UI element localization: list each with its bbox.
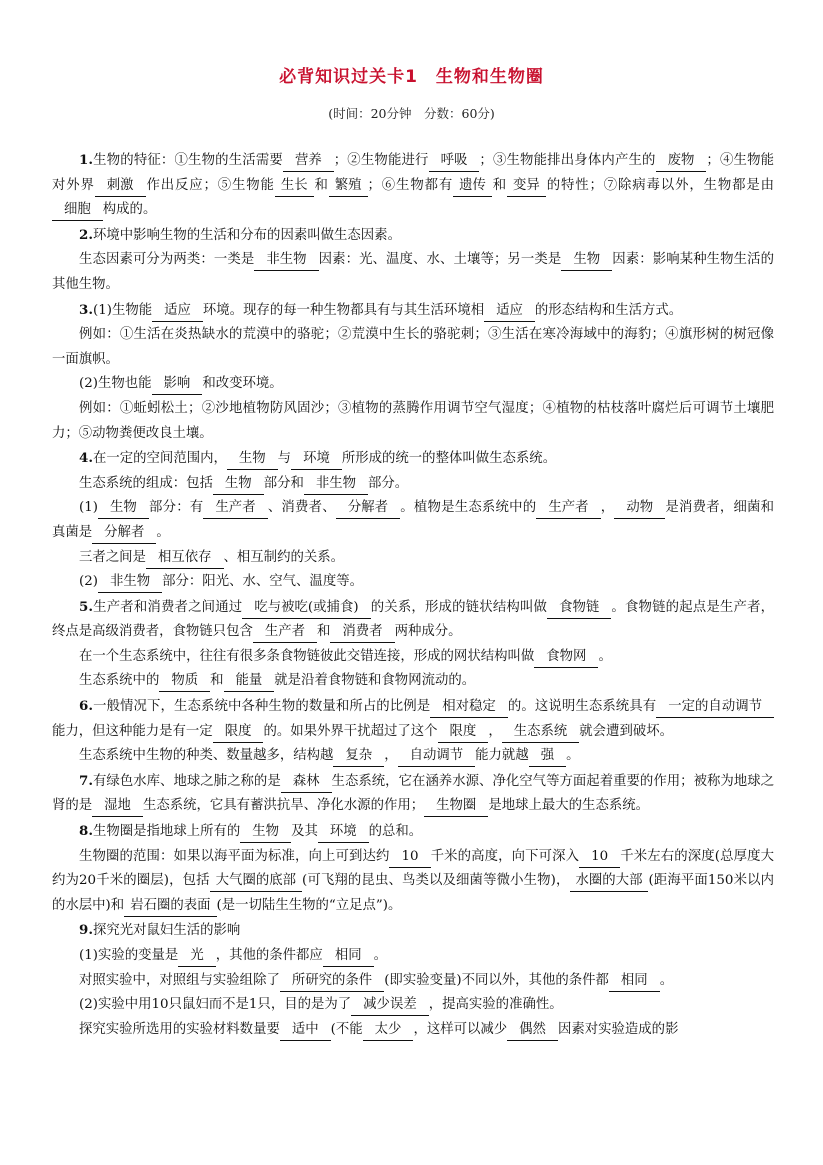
question-number: 1. <box>79 152 93 168</box>
question-text: 生态系统中的 <box>79 673 160 689</box>
answer-blank: 废物 <box>656 151 707 172</box>
question-text: 。 <box>156 524 170 540</box>
answer-blank: 减少误差 <box>351 995 429 1016</box>
question-text: 。食物链的起点是生产者，终点是高级消费者，食物链只包含 <box>52 599 775 640</box>
question-9-part-1 <box>52 944 774 969</box>
answer-blank: 强 <box>529 746 566 767</box>
question-text: (距海平面150米以内的水层中)和 <box>52 873 774 913</box>
question-text: 部分：阳光、水、空气、温度等。 <box>162 574 363 590</box>
question-text: 、相互制约的关系。 <box>223 549 345 565</box>
page-title: 必背知识过关卡1 生物和生物圈 <box>279 67 544 87</box>
answer-blank: 物质 <box>159 671 210 692</box>
answer-blank: 相同 <box>609 971 660 992</box>
answer-blank: 适应 <box>484 301 535 322</box>
question-number: 2. <box>79 226 93 243</box>
answer-blank: 生长 <box>275 176 314 197</box>
answer-blank: 相对稳定 <box>430 697 508 718</box>
question-text: 。 <box>566 748 580 764</box>
question-text: 构成的。 <box>102 202 157 218</box>
question-text: ；②生物能进行 <box>333 153 429 168</box>
question-text: 探究光对鼠妇生活的影响 <box>92 923 241 939</box>
page-subtitle: (时间：20分钟 分数：60分) <box>328 106 495 121</box>
question-3-example-1: 例如：①生活在炎热缺水的荒漠中的骆驼；②荒漠中生长的骆驼刺；③生活在寒冷海域中的海豹；④旗形树的树冠像一面旗帜。 <box>52 327 774 367</box>
question-text: 环境。现存的每一种生物都具有与其生活环境相 <box>202 302 485 318</box>
question-text: 生态因素可分为两类：一类是 <box>79 252 255 268</box>
answer-blank: 变异 <box>507 176 546 197</box>
answer-blank: 限度 <box>438 722 489 743</box>
answer-blank: 相互依存 <box>146 548 224 569</box>
question-text: 和 <box>491 177 508 193</box>
question-text: 有绿色水库、地球之肺之称的是 <box>92 773 281 789</box>
question-text: 在一个生态系统中，往往有很多条食物链彼此交错连接，形成的网状结构叫做 <box>79 648 535 664</box>
question-text: 生态系统的组成：包括 <box>79 475 213 491</box>
question-text: ；⑥生物都有 <box>367 177 454 193</box>
answer-blank: 生产者 <box>253 622 317 643</box>
answer-blank: 一定的自动调节 <box>656 697 774 718</box>
question-text: (1) <box>79 500 98 516</box>
answer-blank: 营养 <box>283 151 334 172</box>
question-text: (不能 <box>330 1021 363 1037</box>
question-text: (可飞翔的昆虫、鸟类以及细菌等微小生物)， <box>302 873 570 889</box>
answer-blank: 所研究的条件 <box>280 971 384 992</box>
question-text: 生物的特征：①生物的生活需要 <box>92 153 283 168</box>
question-text: 是地球上最大的生态系统。 <box>488 798 650 814</box>
question-number: 6. <box>79 698 93 715</box>
question-text: 部分。 <box>368 475 409 491</box>
question-text: 就会遭到破坏。 <box>579 723 674 739</box>
answer-blank: 遗传 <box>453 176 492 197</box>
question-text: 生物圈的范围：如果以海平面为标准，向上可到达约 <box>79 848 390 864</box>
answer-blank: 10 <box>579 847 620 868</box>
answer-blank: 生产者 <box>203 498 267 519</box>
question-text: 作出反应；⑤生物能 <box>145 177 275 193</box>
answer-blank: 森林 <box>281 772 332 793</box>
question-number: 9. <box>79 922 93 939</box>
question-8-range <box>52 845 774 919</box>
question-text: ，其他的条件都应 <box>215 948 323 963</box>
question-9-part-2 <box>52 993 774 1018</box>
question-text: (2) <box>79 574 98 590</box>
answer-blank: 分解者 <box>336 498 400 519</box>
answer-blank: 环境 <box>291 449 342 470</box>
question-3-example-2: 例如：①蚯蚓松土；②沙地植物防风固沙；③植物的蒸腾作用调节空气湿度；④植物的枯枝落叶腐烂后可调节土壤肥力；⑤动物粪便改良土壤。 <box>52 400 774 441</box>
question-text: 生产者和消费者之间通过 <box>92 599 243 615</box>
answer-blank: 细胞 <box>52 200 103 221</box>
question-text: 的关系，形成的链状结构叫做 <box>370 599 548 615</box>
question-4-part-1 <box>52 496 774 545</box>
question-text: (1)实验的变量是 <box>79 948 179 963</box>
question-4-composition <box>52 472 774 497</box>
answer-blank: 繁殖 <box>329 176 368 197</box>
question-text: (是一切陆生生物的“立足点”)。 <box>216 897 402 913</box>
answer-blank: 偶然 <box>507 1020 558 1041</box>
question-text: 和改变环境。 <box>202 376 283 392</box>
question-text: ；④生物能对外界 <box>52 153 775 193</box>
question-text: 生态系统，它具有蓄洪抗旱、净化水源的作用； <box>142 798 425 814</box>
question-text: 部分和 <box>263 475 304 491</box>
question-text: 和 <box>317 624 331 640</box>
answer-blank: 生物 <box>561 250 612 271</box>
answer-blank: 适中 <box>280 1020 331 1041</box>
answer-blank: 能量 <box>224 671 275 692</box>
question-text: 环境中影响生物的生活和分布的因素叫做生态因素。 <box>92 227 401 243</box>
question-text: (2)生物也能 <box>79 376 152 392</box>
question-number: 8. <box>79 823 93 840</box>
question-text: 是消费者，细菌和真菌是 <box>52 500 775 540</box>
answer-blank: 非生物 <box>98 572 162 593</box>
question-text: 部分：有 <box>148 500 204 516</box>
question-text: 因素：影响某种生物生活的其他生物。 <box>52 252 775 292</box>
question-text: 的总和。 <box>368 824 423 840</box>
question-text: 生态系统，它在涵养水源、净化空气等方面起着重要的作用；被称为地球之肾的是 <box>52 773 775 814</box>
question-number: 7. <box>79 772 93 789</box>
answer-blank: 生物 <box>98 498 149 519</box>
question-text: 就是沿着食物链和食物网流动的。 <box>274 673 476 689</box>
question-2-detail <box>52 248 774 297</box>
question-5-flow <box>52 669 774 694</box>
answer-blank: 水圈的大部 <box>570 871 649 892</box>
question-text: 两种成分。 <box>394 624 462 640</box>
answer-blank: 生物圈 <box>424 796 488 817</box>
question-text: 对照实验中，对照组与实验组除了 <box>79 972 280 988</box>
answer-blank: 非生物 <box>254 250 318 271</box>
question-text: (即实验变量)不同以外，其他的条件都 <box>384 972 609 988</box>
worksheet-body <box>52 148 774 1042</box>
question-9-sample <box>52 1018 774 1043</box>
question-text: 千米的高度，向下可深入 <box>430 848 580 864</box>
question-text: 和 <box>313 177 329 193</box>
question-8 <box>52 819 774 845</box>
question-7 <box>52 769 774 819</box>
question-text: (2)实验中用10只鼠妇而不是1只，目的是为了 <box>79 997 352 1013</box>
answer-blank: 生物 <box>240 822 291 843</box>
question-text: 在一定的空间范围内， <box>92 451 227 467</box>
question-4 <box>52 446 774 472</box>
question-text: ，这样可以减少 <box>413 1021 508 1037</box>
question-6-complexity <box>52 744 774 769</box>
question-3 <box>52 298 774 324</box>
question-text: 。 <box>598 648 612 664</box>
answer-blank: 大气圈的底部 <box>210 871 302 892</box>
answer-blank: 吃与被吃(或捕食) <box>242 598 370 619</box>
question-9 <box>52 918 774 944</box>
question-text: (1)生物能 <box>92 302 153 318</box>
question-text: 生物圈是指地球上所有的 <box>92 824 241 840</box>
answer-blank: 适应 <box>152 301 203 322</box>
question-number: 5. <box>79 598 93 615</box>
question-number: 4. <box>79 450 93 467</box>
answer-blank: 太少 <box>363 1020 414 1041</box>
question-3-part-2 <box>52 372 774 397</box>
question-text: 的。如果外界干扰超过了这个 <box>263 723 438 739</box>
question-text: 三者之间是 <box>79 549 146 565</box>
question-text: 能力就越 <box>475 748 529 764</box>
question-9-control <box>52 969 774 994</box>
answer-blank: 生态系统 <box>502 722 580 743</box>
question-text: ， <box>600 500 615 516</box>
question-text: 。 <box>373 948 387 963</box>
question-5 <box>52 595 774 645</box>
answer-blank: 分解者 <box>92 523 156 544</box>
question-text: 的特性；⑦除病毒以外，生物都是由 <box>545 177 775 193</box>
question-text: 及其 <box>291 824 318 840</box>
question-text: 能力，但这种能力是有一定 <box>52 723 213 739</box>
answer-blank: 岩石圈的表面 <box>124 896 216 917</box>
answer-blank: 动物 <box>614 498 665 519</box>
question-4-relation <box>52 546 774 571</box>
question-2 <box>52 223 774 249</box>
question-1 <box>52 148 774 223</box>
question-5-foodweb <box>52 645 774 670</box>
answer-blank: 相同 <box>323 946 374 967</box>
question-text: 一般情况下，生态系统中各种生物的数量和所占的比例是 <box>92 699 431 715</box>
answer-blank: 限度 <box>213 722 264 743</box>
question-text: ；③生物能排出身体内产生的 <box>479 153 656 168</box>
question-number: 3. <box>79 301 93 318</box>
question-text: 的。这说明生态系统具有 <box>507 699 657 715</box>
question-text: 因素对实验造成的影 <box>557 1021 679 1037</box>
answer-blank: 光 <box>178 946 215 967</box>
answer-blank: 消费者 <box>330 622 394 643</box>
answer-blank: 食物网 <box>534 647 598 668</box>
answer-blank: 刺激 <box>95 176 146 197</box>
answer-blank: 非生物 <box>304 474 368 495</box>
answer-blank: 生物 <box>227 449 278 470</box>
answer-blank: 复杂 <box>333 746 384 767</box>
answer-blank: 10 <box>389 847 430 868</box>
answer-blank: 生物 <box>213 474 264 495</box>
question-6 <box>52 694 774 744</box>
answer-blank: 湿地 <box>92 796 143 817</box>
question-text: 的形态结构和生活方式。 <box>534 302 683 318</box>
question-text: 生态系统中生物的种类、数量越多，结构越 <box>79 748 334 764</box>
question-text: ， <box>488 723 502 739</box>
question-text: ，提高实验的准确性。 <box>428 997 563 1013</box>
question-text: 所形成的统一的整体叫做生态系统。 <box>341 451 557 467</box>
question-text: 、消费者、 <box>267 500 336 516</box>
question-text: 探究实验所选用的实验材料数量要 <box>79 1021 280 1037</box>
answer-blank: 生产者 <box>536 498 600 519</box>
question-text: ， <box>384 748 398 764</box>
answer-blank: 影响 <box>152 374 203 395</box>
question-text: 千米左右的深度(总厚度大约为20千米的圈层)，包括 <box>52 848 775 889</box>
answer-blank: 食物链 <box>547 598 611 619</box>
question-text: 与 <box>277 451 292 467</box>
answer-blank: 自动调节 <box>398 746 476 767</box>
answer-blank: 环境 <box>318 822 369 843</box>
question-text: 。植物是生态系统中的 <box>400 500 537 516</box>
question-text: 。 <box>659 972 674 988</box>
question-text: 因素：光、温度、水、土壤等；另一类是 <box>318 252 562 268</box>
answer-blank: 呼吸 <box>429 151 480 172</box>
question-4-part-2 <box>52 570 774 595</box>
question-text: 和 <box>210 673 224 689</box>
